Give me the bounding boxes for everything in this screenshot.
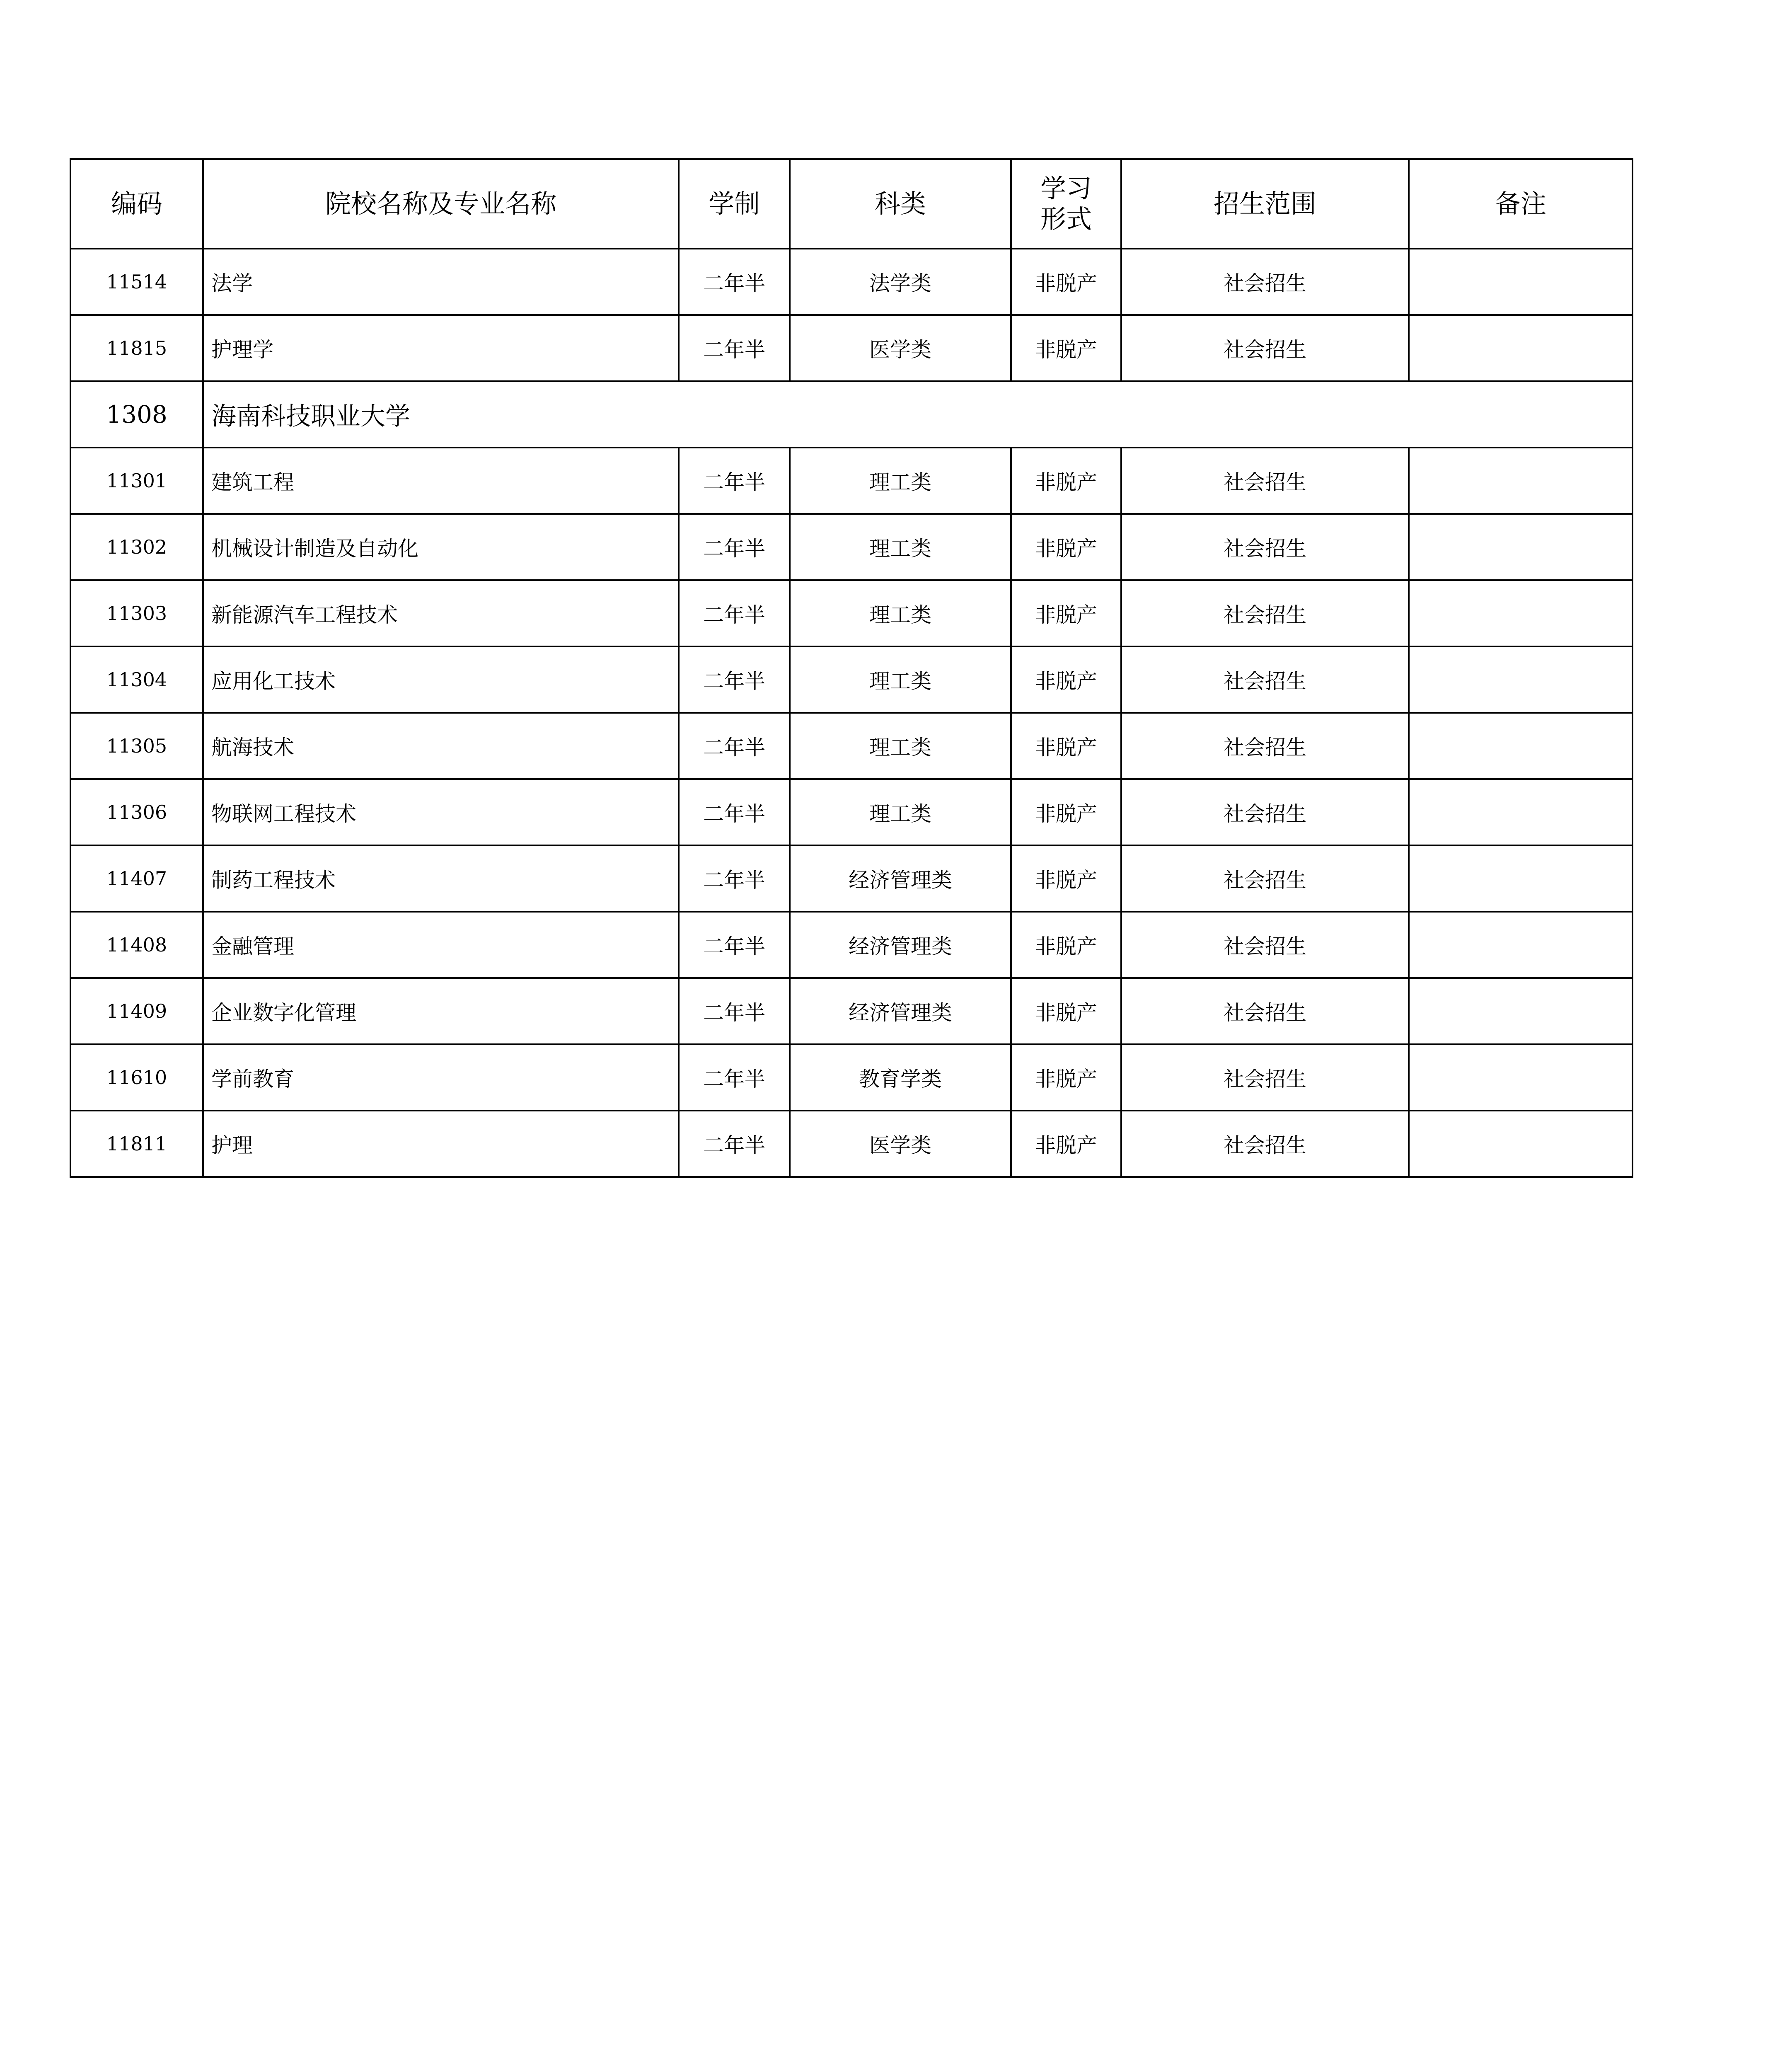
school-row: [70, 381, 1633, 448]
row-study-form: 非脱产: [1011, 978, 1121, 1044]
row-category: 理工类: [790, 448, 1011, 514]
row-category: 经济管理类: [790, 912, 1011, 978]
row-name: 建筑工程: [203, 448, 679, 514]
row-name: 企业数字化管理: [203, 978, 679, 1044]
row-duration: 二年半: [679, 514, 790, 580]
row-name: 护理: [203, 1111, 679, 1177]
row-study-form: 非脱产: [1011, 845, 1121, 912]
row-category: 理工类: [790, 646, 1011, 713]
row-scope: 社会招生: [1121, 779, 1409, 845]
row-category: 理工类: [790, 580, 1011, 646]
table-row: [70, 315, 1633, 381]
row-duration: 二年半: [679, 448, 790, 514]
row-duration: 二年半: [679, 646, 790, 713]
row-scope: 社会招生: [1121, 1111, 1409, 1177]
row-name: 护理学: [203, 315, 679, 381]
header-scope: 招生范围: [1121, 159, 1409, 249]
row-study-form: 非脱产: [1011, 646, 1121, 713]
row-remarks: [1409, 448, 1633, 514]
row-code: 11514: [70, 249, 203, 315]
row-remarks: [1409, 580, 1633, 646]
row-category: 经济管理类: [790, 845, 1011, 912]
table-row: [70, 1044, 1633, 1111]
row-study-form: 非脱产: [1011, 249, 1121, 315]
header-code: 编码: [70, 159, 203, 249]
row-remarks: [1409, 978, 1633, 1044]
row-code: 11303: [70, 580, 203, 646]
row-scope: 社会招生: [1121, 448, 1409, 514]
row-scope: 社会招生: [1121, 315, 1409, 381]
row-category: 法学类: [790, 249, 1011, 315]
row-category: 教育学类: [790, 1044, 1011, 1111]
table-row: [70, 912, 1633, 978]
row-scope: 社会招生: [1121, 713, 1409, 779]
row-study-form: 非脱产: [1011, 580, 1121, 646]
header-study-form: 学习形式: [1011, 159, 1121, 249]
row-duration: 二年半: [679, 249, 790, 315]
row-remarks: [1409, 646, 1633, 713]
row-remarks: [1409, 514, 1633, 580]
header-name: 院校名称及专业名称: [203, 159, 679, 249]
row-scope: 社会招生: [1121, 646, 1409, 713]
table-row: [70, 845, 1633, 912]
row-remarks: [1409, 315, 1633, 381]
row-remarks: [1409, 779, 1633, 845]
row-category: 经济管理类: [790, 978, 1011, 1044]
enrollment-table: [70, 158, 1633, 1178]
row-duration: 二年半: [679, 779, 790, 845]
row-scope: 社会招生: [1121, 580, 1409, 646]
header-remarks: 备注: [1409, 159, 1633, 249]
table-row: [70, 249, 1633, 315]
header-row: [70, 159, 1633, 249]
header-duration: 学制: [679, 159, 790, 249]
row-name: 学前教育: [203, 1044, 679, 1111]
row-scope: 社会招生: [1121, 912, 1409, 978]
row-duration: 二年半: [679, 713, 790, 779]
school-name: 海南科技职业大学: [203, 381, 1633, 448]
table-row: [70, 978, 1633, 1044]
table-row: [70, 580, 1633, 646]
row-code: 11305: [70, 713, 203, 779]
row-duration: 二年半: [679, 315, 790, 381]
row-name: 新能源汽车工程技术: [203, 580, 679, 646]
table-row: [70, 448, 1633, 514]
row-code: 11301: [70, 448, 203, 514]
row-code: 11302: [70, 514, 203, 580]
row-code: 11306: [70, 779, 203, 845]
row-duration: 二年半: [679, 580, 790, 646]
row-name: 制药工程技术: [203, 845, 679, 912]
row-name: 机械设计制造及自动化: [203, 514, 679, 580]
table-row: [70, 1111, 1633, 1177]
row-remarks: [1409, 1111, 1633, 1177]
row-duration: 二年半: [679, 845, 790, 912]
row-study-form: 非脱产: [1011, 713, 1121, 779]
header-category: 科类: [790, 159, 1011, 249]
row-duration: 二年半: [679, 1044, 790, 1111]
row-study-form: 非脱产: [1011, 448, 1121, 514]
row-category: 医学类: [790, 315, 1011, 381]
row-study-form: 非脱产: [1011, 1044, 1121, 1111]
row-category: 理工类: [790, 514, 1011, 580]
row-code: 11610: [70, 1044, 203, 1111]
row-code: 11408: [70, 912, 203, 978]
row-scope: 社会招生: [1121, 514, 1409, 580]
table-row: [70, 514, 1633, 580]
row-name: 法学: [203, 249, 679, 315]
row-remarks: [1409, 249, 1633, 315]
row-code: 11407: [70, 845, 203, 912]
row-code: 11409: [70, 978, 203, 1044]
row-category: 医学类: [790, 1111, 1011, 1177]
row-remarks: [1409, 845, 1633, 912]
row-duration: 二年半: [679, 912, 790, 978]
row-study-form: 非脱产: [1011, 779, 1121, 845]
row-category: 理工类: [790, 779, 1011, 845]
row-code: 11815: [70, 315, 203, 381]
row-scope: 社会招生: [1121, 1044, 1409, 1111]
row-remarks: [1409, 1044, 1633, 1111]
school-code: 1308: [70, 381, 203, 448]
row-study-form: 非脱产: [1011, 1111, 1121, 1177]
row-duration: 二年半: [679, 1111, 790, 1177]
row-duration: 二年半: [679, 978, 790, 1044]
row-remarks: [1409, 912, 1633, 978]
row-name: 航海技术: [203, 713, 679, 779]
row-study-form: 非脱产: [1011, 912, 1121, 978]
table-row: [70, 779, 1633, 845]
row-study-form: 非脱产: [1011, 514, 1121, 580]
row-code: 11304: [70, 646, 203, 713]
table-row: [70, 713, 1633, 779]
row-name: 金融管理: [203, 912, 679, 978]
table-row: [70, 646, 1633, 713]
row-name: 应用化工技术: [203, 646, 679, 713]
row-remarks: [1409, 713, 1633, 779]
row-scope: 社会招生: [1121, 978, 1409, 1044]
row-category: 理工类: [790, 713, 1011, 779]
row-code: 11811: [70, 1111, 203, 1177]
row-name: 物联网工程技术: [203, 779, 679, 845]
row-study-form: 非脱产: [1011, 315, 1121, 381]
row-scope: 社会招生: [1121, 845, 1409, 912]
row-scope: 社会招生: [1121, 249, 1409, 315]
